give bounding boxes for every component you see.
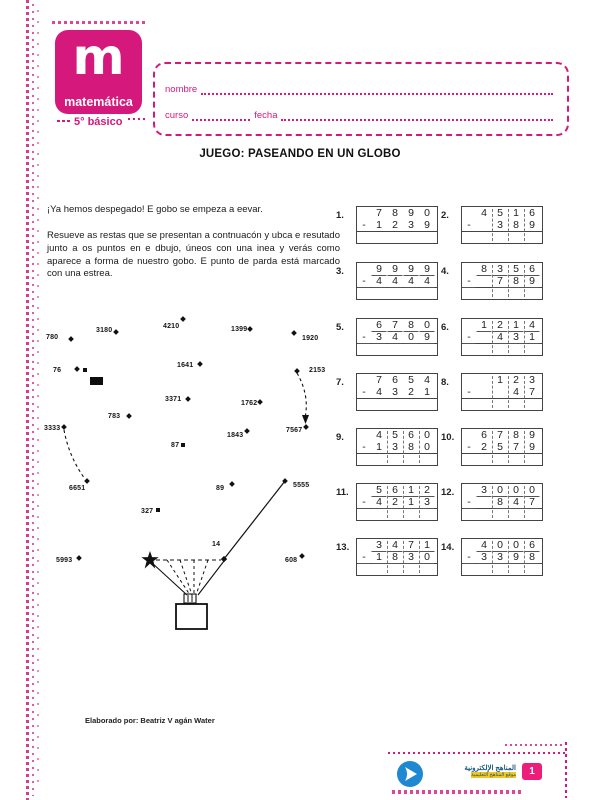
subtraction-problem-3 <box>336 262 440 302</box>
problem-number: 11. <box>336 487 349 498</box>
digit-row: 9 9 9 9 <box>357 263 437 275</box>
problem-box <box>356 318 438 356</box>
dot-label-5555: 5555 <box>293 482 310 489</box>
digit-row: 4 5 6 0 <box>376 429 430 441</box>
dot-marker <box>156 508 160 512</box>
dot-label-14: 14 <box>212 541 221 548</box>
problem-box <box>356 428 438 466</box>
balloon-burner <box>184 594 196 603</box>
top-border-scribble <box>52 21 147 24</box>
subtraction-problem-6 <box>441 318 545 358</box>
digit-row: - 3 3 9 8 <box>462 551 542 563</box>
course-label: curso <box>165 110 189 121</box>
answer-cell <box>357 398 437 410</box>
dot-label-1641: 1641 <box>177 362 194 369</box>
problem-box <box>356 262 438 300</box>
answer-cell <box>462 231 542 243</box>
dot-label-6651: 6651 <box>69 485 86 492</box>
dot-label-3371: 3371 <box>165 396 182 403</box>
almanahj-logo <box>396 760 526 794</box>
answer-cell <box>357 231 437 243</box>
problem-box <box>461 373 543 411</box>
digit-row: - 1 3 8 0 <box>362 441 430 453</box>
answer-cell <box>357 343 437 355</box>
dot-label-1762: 1762 <box>241 400 258 407</box>
subtraction-problem-7 <box>336 373 440 413</box>
problem-box <box>356 538 438 576</box>
digit-row: - 3 8 9 <box>467 219 535 231</box>
subtraction-problem-12 <box>441 483 545 523</box>
date-label: fecha <box>254 110 278 121</box>
subtraction-problem-1 <box>336 206 440 246</box>
subtraction-problem-14 <box>441 538 545 578</box>
dot-label-783: 783 <box>108 413 121 420</box>
student-info-box <box>153 62 569 136</box>
grade-dash-left <box>57 120 71 122</box>
page-title: JUEGO: PASEANDO EN UN GLOBO <box>199 148 401 160</box>
problem-number: 14. <box>441 542 455 553</box>
arrowhead <box>302 415 309 424</box>
rope-left <box>151 562 187 595</box>
digit-row: - 1 2 3 9 <box>362 219 430 231</box>
problem-number: 3. <box>336 266 344 277</box>
digit-row: - 4 4 4 4 <box>357 275 437 287</box>
dot-label-87: 87 <box>171 442 180 449</box>
problem-number: 9. <box>336 432 344 443</box>
balloon-basket <box>176 604 207 629</box>
problem-box <box>356 206 438 244</box>
subtraction-problem-5 <box>336 318 440 358</box>
digit-row: 7 6 5 4 <box>376 374 430 386</box>
digit-row: 4 5 1 6 <box>481 207 535 219</box>
author-credit: Elaborado por: Beatriz V agán Water <box>85 716 215 725</box>
digit-row: 1 2 1 4 <box>462 319 542 331</box>
dot-label-89: 89 <box>216 485 225 492</box>
digit-row: 7 8 9 0 <box>376 207 430 219</box>
problem-number: 6. <box>441 322 449 333</box>
problem-box <box>356 373 438 411</box>
problem-number: 1. <box>336 210 344 221</box>
footer-right-scribble <box>565 742 567 798</box>
name-label: nombre <box>165 84 198 95</box>
dot-label-2153: 2153 <box>309 367 326 374</box>
brand-circle-icon <box>396 760 424 788</box>
dot-label-1843: 1843 <box>227 432 244 439</box>
page-number-badge: 1 <box>522 763 542 780</box>
dot-label-1399: 1399 <box>231 326 248 333</box>
digit-row: - 4 3 1 <box>462 331 542 343</box>
dot-label-608: 608 <box>285 557 298 564</box>
example-line-left <box>64 430 85 479</box>
brand-text-line1: المناهج الإلكترونية <box>464 765 516 772</box>
problem-box <box>461 206 543 244</box>
subtraction-problem-11 <box>336 483 440 523</box>
dot-label-7567: 7567 <box>286 427 303 434</box>
dot-marker <box>83 368 87 372</box>
digit-row: 6 7 8 9 <box>481 429 535 441</box>
subtraction-problem-8 <box>441 373 545 413</box>
digit-row: 3 4 7 1 <box>357 539 437 551</box>
example-line-right <box>297 373 306 415</box>
answer-cell <box>462 563 542 575</box>
answer-cell <box>462 287 542 299</box>
dot-marker <box>181 443 185 447</box>
problem-number: 8. <box>441 377 449 388</box>
answer-cell <box>462 398 542 410</box>
answer-cell <box>462 508 542 520</box>
left-border-scribble <box>26 0 29 800</box>
subtraction-problem-4 <box>441 262 545 302</box>
dot-label-780: 780 <box>46 334 59 341</box>
dot-label-4210: 4210 <box>163 323 180 330</box>
digit-row: 1 2 3 <box>497 374 535 386</box>
dot-label-3180: 3180 <box>96 327 113 334</box>
intro-paragraph-2: Resueve as restas que se presentan a contnuacón y ubca e resutado junto a os puntos en e dbujo, úneos con una inea y verás como aparece a forma de nuestro gobo. E punto de parda está marcado con una estrea. <box>47 230 340 280</box>
answer-cell <box>357 287 437 299</box>
footer-dotted-line <box>388 752 568 754</box>
problem-number: 5. <box>336 322 344 333</box>
subtraction-problem-9 <box>336 428 440 468</box>
highlight-box <box>90 377 103 385</box>
course-field-line <box>192 108 250 121</box>
dot-label-5993: 5993 <box>56 557 73 564</box>
digit-row: - 3 4 0 9 <box>357 331 437 343</box>
problem-number: 13. <box>336 542 350 553</box>
digit-row: - 4 2 1 3 <box>357 496 437 508</box>
logo-letter-m: m <box>72 28 125 86</box>
problem-number: 12. <box>441 487 455 498</box>
answer-cell <box>462 453 542 465</box>
logo-subject-label: matemática <box>64 95 133 109</box>
problem-box <box>461 538 543 576</box>
digit-row: - 7 8 9 <box>462 275 542 287</box>
answer-cell <box>357 453 437 465</box>
problem-box <box>356 483 438 521</box>
line-to-5555 <box>224 481 285 559</box>
digit-row: 4 0 0 6 <box>462 539 542 551</box>
digit-row: - 4 7 <box>467 386 535 398</box>
problem-box <box>461 483 543 521</box>
subtraction-problem-10 <box>441 428 545 468</box>
digit-row: - 8 4 7 <box>462 496 542 508</box>
intro-paragraph-1: ¡Ya hemos despegado! E gobo se empeza a eevar. <box>47 204 263 215</box>
problem-number: 2. <box>441 210 449 221</box>
rope-inner <box>167 560 190 595</box>
digit-row: 8 3 5 6 <box>462 263 542 275</box>
digit-row: 3 0 0 0 <box>462 484 542 496</box>
problem-number: 10. <box>441 432 455 443</box>
grade-dash-right <box>128 118 146 120</box>
subtraction-problem-2 <box>441 206 545 246</box>
digit-row: - 4 3 2 1 <box>362 386 430 398</box>
answer-cell <box>462 343 542 355</box>
left-border-scribble <box>37 10 39 790</box>
dot-to-dot-figure <box>40 310 335 650</box>
digit-row: 6 7 8 0 <box>357 319 437 331</box>
grade-label: 5° básico <box>74 116 123 128</box>
digit-row: 5 6 1 2 <box>357 484 437 496</box>
problem-box <box>461 318 543 356</box>
name-field-line <box>201 82 553 95</box>
subtraction-problem-13 <box>336 538 440 578</box>
dot-label-327: 327 <box>141 508 154 515</box>
brand-text <box>428 764 516 778</box>
footer-top-scribble <box>505 744 563 746</box>
date-field-line <box>281 108 553 121</box>
dot-label-3333: 3333 <box>44 425 61 432</box>
matematica-logo <box>55 30 142 114</box>
answer-cell <box>357 563 437 575</box>
problem-number: 7. <box>336 377 344 388</box>
dot-label-76: 76 <box>53 367 62 374</box>
answer-cell <box>357 508 437 520</box>
problem-box <box>461 262 543 300</box>
digit-row: - 2 5 7 9 <box>467 441 535 453</box>
left-border-scribble <box>32 4 34 796</box>
problem-box <box>461 428 543 466</box>
brand-text-line2: موقع المناهج التعليمية <box>471 772 516 778</box>
digit-row: - 1 8 3 0 <box>357 551 437 563</box>
dot-label-1920: 1920 <box>302 335 319 342</box>
problem-number: 4. <box>441 266 449 277</box>
